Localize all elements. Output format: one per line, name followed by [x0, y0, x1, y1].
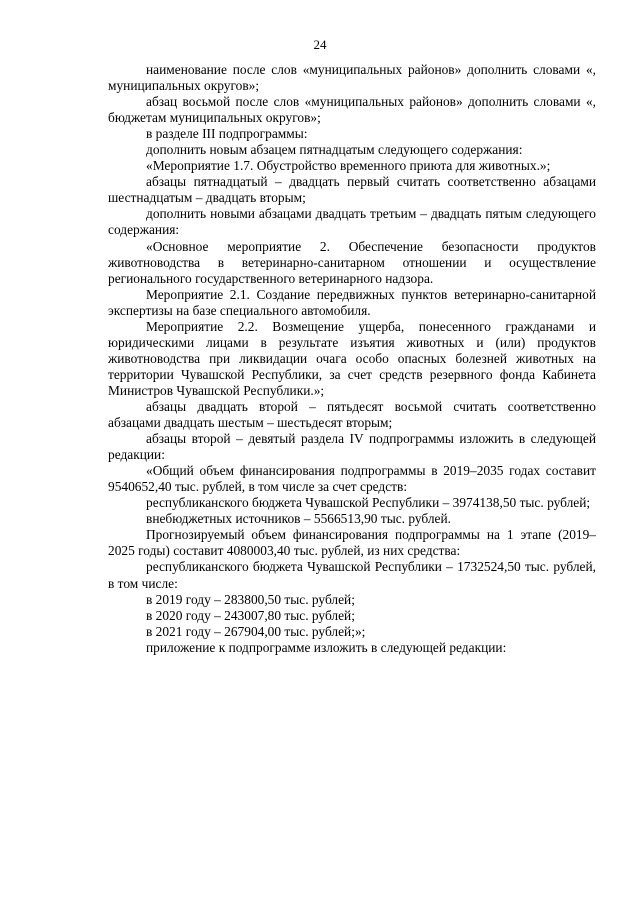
paragraph: абзацы пятнадцатый – двадцать первый считать соответственно абзацами шестнадцатым – двадцать вторым;: [108, 174, 596, 206]
document-body: [108, 62, 596, 656]
paragraph: в 2021 году – 267904,00 тыс. рублей;»;: [146, 623, 366, 639]
paragraph: приложение к подпрограмме изложить в следующей редакции:: [146, 639, 507, 655]
paragraph: в 2020 году – 243007,80 тыс. рублей;: [146, 607, 355, 623]
paragraph: «Основное мероприятие 2. Обеспечение безопасности продуктов животноводства в ветеринарно-санитарном отношении и осуществление регионального государственного ветеринарного надзора.: [108, 238, 596, 286]
paragraph: наименование после слов «муниципальных районов» дополнить словами «, муниципальных округов»;: [108, 62, 596, 94]
paragraph: абзацы второй – девятый раздела IV подпрограммы изложить в следующей редакции:: [108, 431, 596, 463]
paragraph: Мероприятие 2.1. Создание передвижных пунктов ветеринарно-санитарной экспертизы на базе специального автомобиля.: [108, 286, 596, 318]
paragraph: Мероприятие 2.2. Возмещение ущерба, понесенного гражданами и юридическими лицами в результате изъятия животных и (или) продуктов животноводства при ликвидации очага особо опасных болезней животных на территории Чувашской Республики, за счет средств резервного фонда Кабинета Министров Чувашской Республики.»;: [108, 318, 596, 398]
paragraph: абзац восьмой после слов «муниципальных районов» дополнить словами «, бюджетам муниципальных округов»;: [108, 94, 596, 126]
paragraph: внебюджетных источников – 5566513,90 тыс. рублей.: [146, 511, 451, 527]
paragraph: дополнить новыми абзацами двадцать третьим – двадцать пятым следующего содержания:: [108, 206, 596, 238]
page-number: 24: [313, 37, 327, 52]
paragraph: «Мероприятие 1.7. Обустройство временного приюта для животных.»;: [146, 158, 551, 174]
paragraph: в 2019 году – 283800,50 тыс. рублей;: [146, 591, 355, 607]
paragraph: «Общий объем финансирования подпрограммы в 2019–2035 годах составит 9540652,40 тыс. рублей, в том числе за счет средств:: [108, 463, 596, 495]
paragraph: абзацы двадцать второй – пятьдесят восьмой считать соответственно абзацами двадцать шестым – шестьдесят вторым;: [108, 398, 596, 431]
paragraph: республиканского бюджета Чувашской Республики – 1732524,50 тыс. рублей, в том числе:: [108, 559, 596, 591]
paragraph: в разделе III подпрограммы:: [146, 126, 308, 142]
paragraph: республиканского бюджета Чувашской Республики – 3974138,50 тыс. рублей;: [146, 495, 591, 511]
paragraph: дополнить новым абзацем пятнадцатым следующего содержания:: [146, 142, 523, 158]
paragraph: Прогнозируемый объем финансирования подпрограммы на 1 этапе (2019–2025 годы) составит 4080003,40 тыс. рублей, из них средства:: [108, 527, 596, 559]
